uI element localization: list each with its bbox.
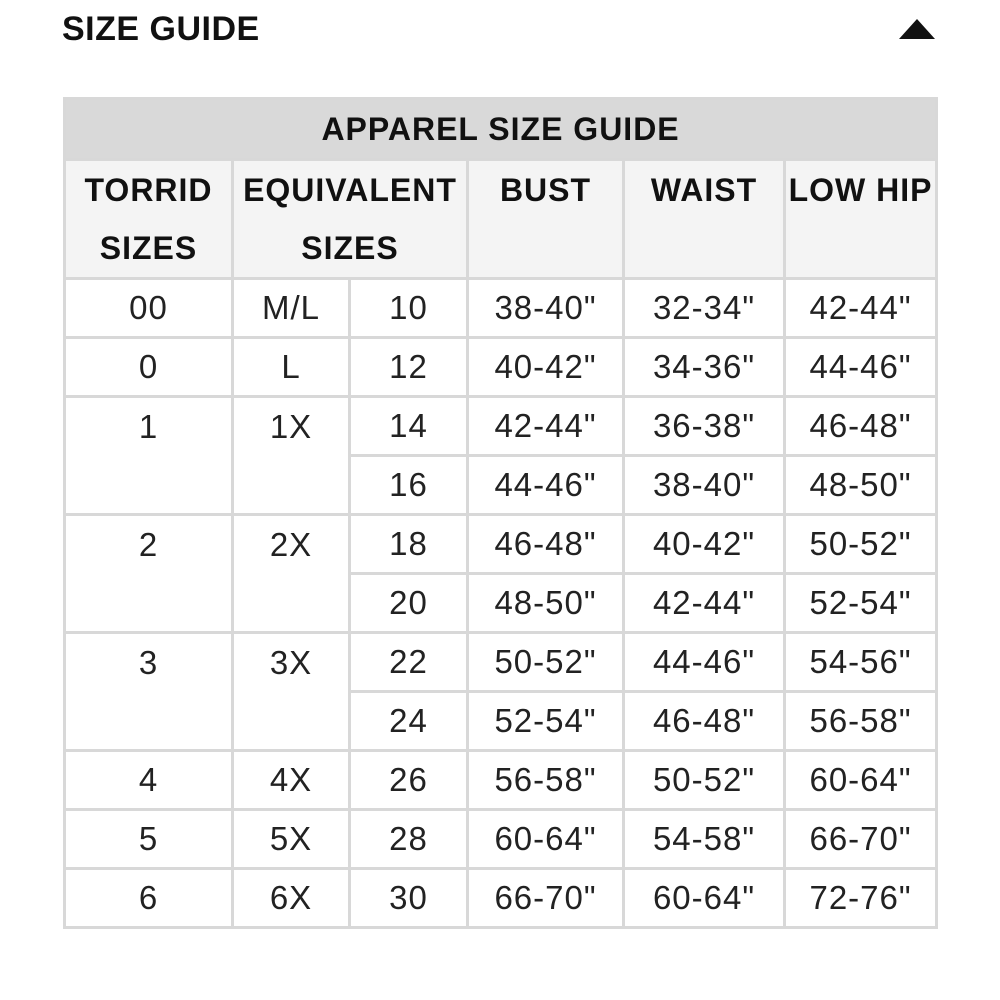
- table-row: [65, 869, 937, 928]
- cell-bust: 50-52": [468, 633, 624, 692]
- cell-numeric-size: 16: [350, 456, 468, 515]
- collapse-triangle-up-icon[interactable]: [899, 19, 935, 39]
- cell-numeric-size: 30: [350, 869, 468, 928]
- cell-letter-size: 6X: [233, 869, 350, 928]
- cell-waist: 54-58": [624, 810, 785, 869]
- cell-waist: 38-40": [624, 456, 785, 515]
- cell-numeric-size: 10: [350, 279, 468, 338]
- table-row: [65, 810, 937, 869]
- cell-letter-size: L: [233, 338, 350, 397]
- table-header-row: [65, 160, 937, 279]
- cell-numeric-size: 26: [350, 751, 468, 810]
- cell-torrid-size: 1: [65, 397, 233, 515]
- cell-bust: 38-40": [468, 279, 624, 338]
- cell-waist: 34-36": [624, 338, 785, 397]
- cell-bust: 46-48": [468, 515, 624, 574]
- cell-numeric-size: 12: [350, 338, 468, 397]
- cell-torrid-size: 5: [65, 810, 233, 869]
- header-low-hip: LOW HIP: [785, 160, 937, 279]
- table-caption: APPAREL SIZE GUIDE: [65, 99, 937, 160]
- cell-bust: 52-54": [468, 692, 624, 751]
- cell-bust: 66-70": [468, 869, 624, 928]
- cell-numeric-size: 14: [350, 397, 468, 456]
- cell-low-hip: 42-44": [785, 279, 937, 338]
- header-torrid-sizes: TORRID SIZES: [65, 160, 233, 279]
- cell-torrid-size: 6: [65, 869, 233, 928]
- cell-waist: 44-46": [624, 633, 785, 692]
- cell-waist: 60-64": [624, 869, 785, 928]
- cell-waist: 46-48": [624, 692, 785, 751]
- table-row: [65, 279, 937, 338]
- cell-letter-size: 4X: [233, 751, 350, 810]
- cell-waist: 40-42": [624, 515, 785, 574]
- cell-waist: 42-44": [624, 574, 785, 633]
- cell-numeric-size: 28: [350, 810, 468, 869]
- cell-waist: 50-52": [624, 751, 785, 810]
- cell-torrid-size: 00: [65, 279, 233, 338]
- cell-numeric-size: 24: [350, 692, 468, 751]
- table-row: [65, 633, 937, 692]
- cell-bust: 42-44": [468, 397, 624, 456]
- apparel-size-table: [63, 97, 938, 929]
- cell-low-hip: 66-70": [785, 810, 937, 869]
- cell-bust: 60-64": [468, 810, 624, 869]
- cell-torrid-size: 3: [65, 633, 233, 751]
- size-guide-toggle[interactable]: [62, 8, 937, 50]
- cell-letter-size: 2X: [233, 515, 350, 633]
- header-bust: BUST: [468, 160, 624, 279]
- cell-numeric-size: 18: [350, 515, 468, 574]
- cell-bust: 48-50": [468, 574, 624, 633]
- table-row: [65, 751, 937, 810]
- cell-torrid-size: 2: [65, 515, 233, 633]
- table-row: [65, 515, 937, 574]
- cell-waist: 32-34": [624, 279, 785, 338]
- header-waist: WAIST: [624, 160, 785, 279]
- cell-low-hip: 52-54": [785, 574, 937, 633]
- cell-low-hip: 56-58": [785, 692, 937, 751]
- cell-low-hip: 44-46": [785, 338, 937, 397]
- cell-torrid-size: 0: [65, 338, 233, 397]
- cell-low-hip: 72-76": [785, 869, 937, 928]
- table-body: [65, 279, 937, 928]
- table-caption-row: [65, 99, 937, 160]
- section-title: SIZE GUIDE: [62, 9, 260, 48]
- cell-letter-size: 1X: [233, 397, 350, 515]
- cell-letter-size: 3X: [233, 633, 350, 751]
- cell-numeric-size: 20: [350, 574, 468, 633]
- cell-letter-size: 5X: [233, 810, 350, 869]
- cell-bust: 40-42": [468, 338, 624, 397]
- header-equivalent-sizes: EQUIVALENT SIZES: [233, 160, 468, 279]
- cell-low-hip: 48-50": [785, 456, 937, 515]
- cell-bust: 56-58": [468, 751, 624, 810]
- cell-low-hip: 60-64": [785, 751, 937, 810]
- cell-bust: 44-46": [468, 456, 624, 515]
- cell-waist: 36-38": [624, 397, 785, 456]
- cell-numeric-size: 22: [350, 633, 468, 692]
- cell-letter-size: M/L: [233, 279, 350, 338]
- cell-low-hip: 46-48": [785, 397, 937, 456]
- cell-low-hip: 54-56": [785, 633, 937, 692]
- cell-torrid-size: 4: [65, 751, 233, 810]
- table-row: [65, 397, 937, 456]
- cell-low-hip: 50-52": [785, 515, 937, 574]
- table-row: [65, 338, 937, 397]
